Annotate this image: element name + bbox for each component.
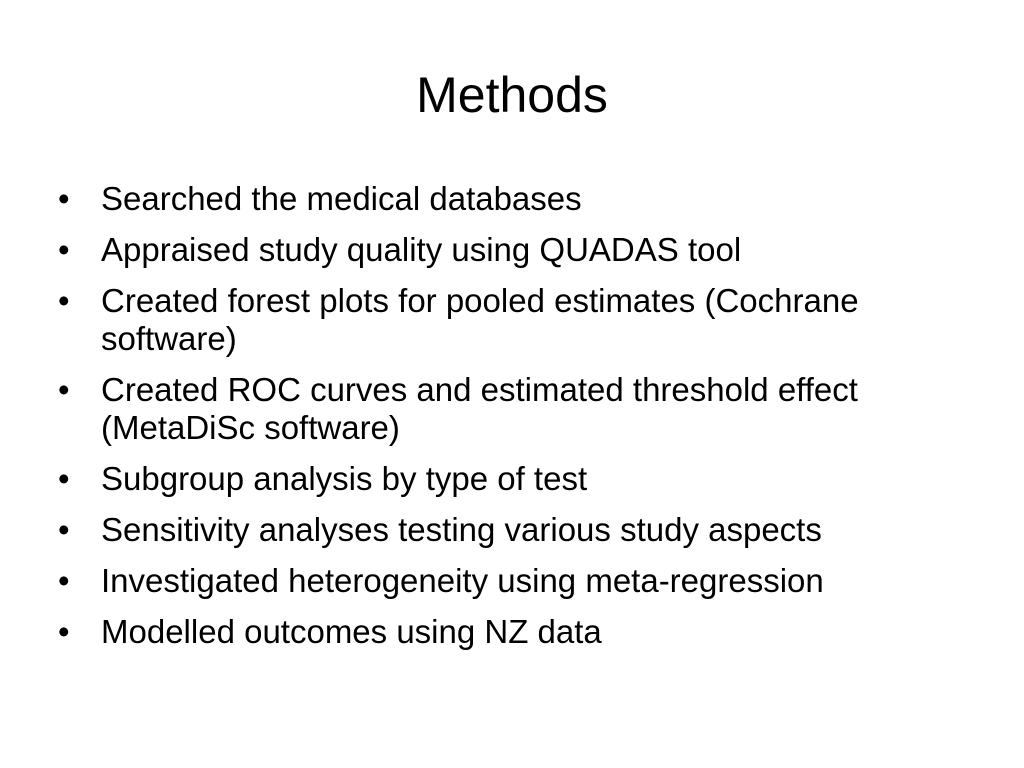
bullet-item [58,282,998,358]
bullet-icon: • [58,460,70,497]
bullet-item [58,180,998,218]
bullet-text: Subgroup analysis by type of test [101,460,588,497]
slide-title: Methods [416,67,608,123]
bullet-item [58,613,998,651]
bullet-text: Appraised study quality using QUADAS tool [101,231,742,268]
bullet-icon: • [58,613,70,650]
bullet-text: Created forest plots for pooled estimates (Cochrane software) [101,282,859,357]
bullet-icon: • [58,180,70,217]
bullet-icon: • [58,562,70,599]
bullet-item [58,511,998,549]
bullet-text: Created ROC curves and estimated threshold effect (MetaDiSc software) [101,371,858,446]
bullet-icon: • [58,511,70,548]
bullet-text: Searched the medical databases [101,180,582,217]
bullet-item [58,562,998,600]
bullet-item [58,371,998,447]
bullet-icon: • [58,231,70,268]
bullet-item [58,231,998,269]
bullet-icon: • [58,371,70,408]
bullet-text: Sensitivity analyses testing various study aspects [101,511,822,548]
bullet-list [58,180,998,664]
bullet-icon: • [58,282,70,319]
bullet-item [58,460,998,498]
bullet-text: Modelled outcomes using NZ data [101,613,602,650]
bullet-text: Investigated heterogeneity using meta-regression [101,562,824,599]
